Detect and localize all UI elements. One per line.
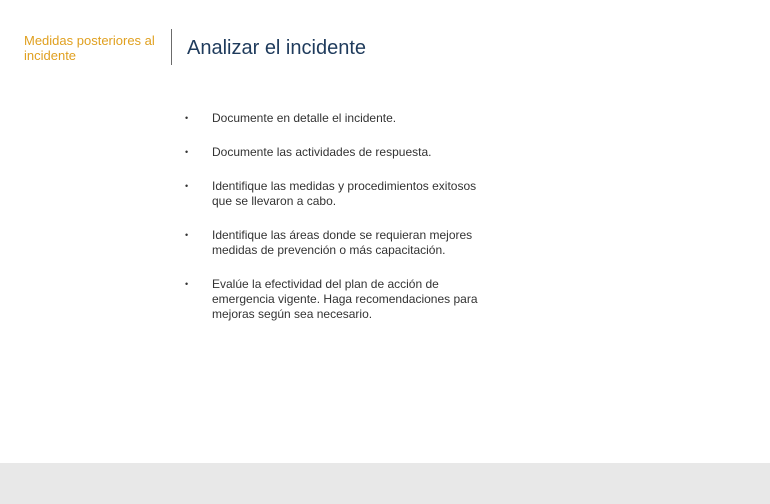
bullet-item-1 bbox=[185, 111, 485, 126]
bullet-text: Documente las actividades de respuesta. bbox=[212, 145, 432, 159]
bullet-item-3 bbox=[185, 179, 485, 209]
bullet-item-5 bbox=[185, 277, 485, 322]
footer-band bbox=[0, 463, 770, 504]
bullet-icon: • bbox=[185, 181, 189, 191]
bullet-item-2 bbox=[185, 145, 485, 160]
bullet-text: Documente en detalle el incidente. bbox=[212, 111, 397, 125]
section-label: Medidas posteriores al incidente bbox=[24, 33, 155, 63]
bullet-icon: • bbox=[185, 147, 189, 157]
header-divider bbox=[171, 29, 172, 65]
bullet-icon: • bbox=[185, 113, 189, 123]
bullet-icon: • bbox=[185, 279, 189, 289]
bullet-item-4 bbox=[185, 228, 485, 258]
bullet-text: Identifique las medidas y procedimientos exitosos que se llevaron a cabo. bbox=[212, 179, 477, 208]
slide-title: Analizar el incidente bbox=[187, 37, 366, 59]
bullet-text: Identifique las áreas donde se requieran mejores medidas de prevención o más capacitación. bbox=[212, 228, 473, 257]
bullet-list bbox=[185, 111, 485, 341]
bullet-text: Evalúe la efectividad del plan de acción de emergencia vigente. Haga recomendaciones para mejoras según sea necesario. bbox=[212, 277, 478, 321]
bullet-icon: • bbox=[185, 230, 189, 240]
